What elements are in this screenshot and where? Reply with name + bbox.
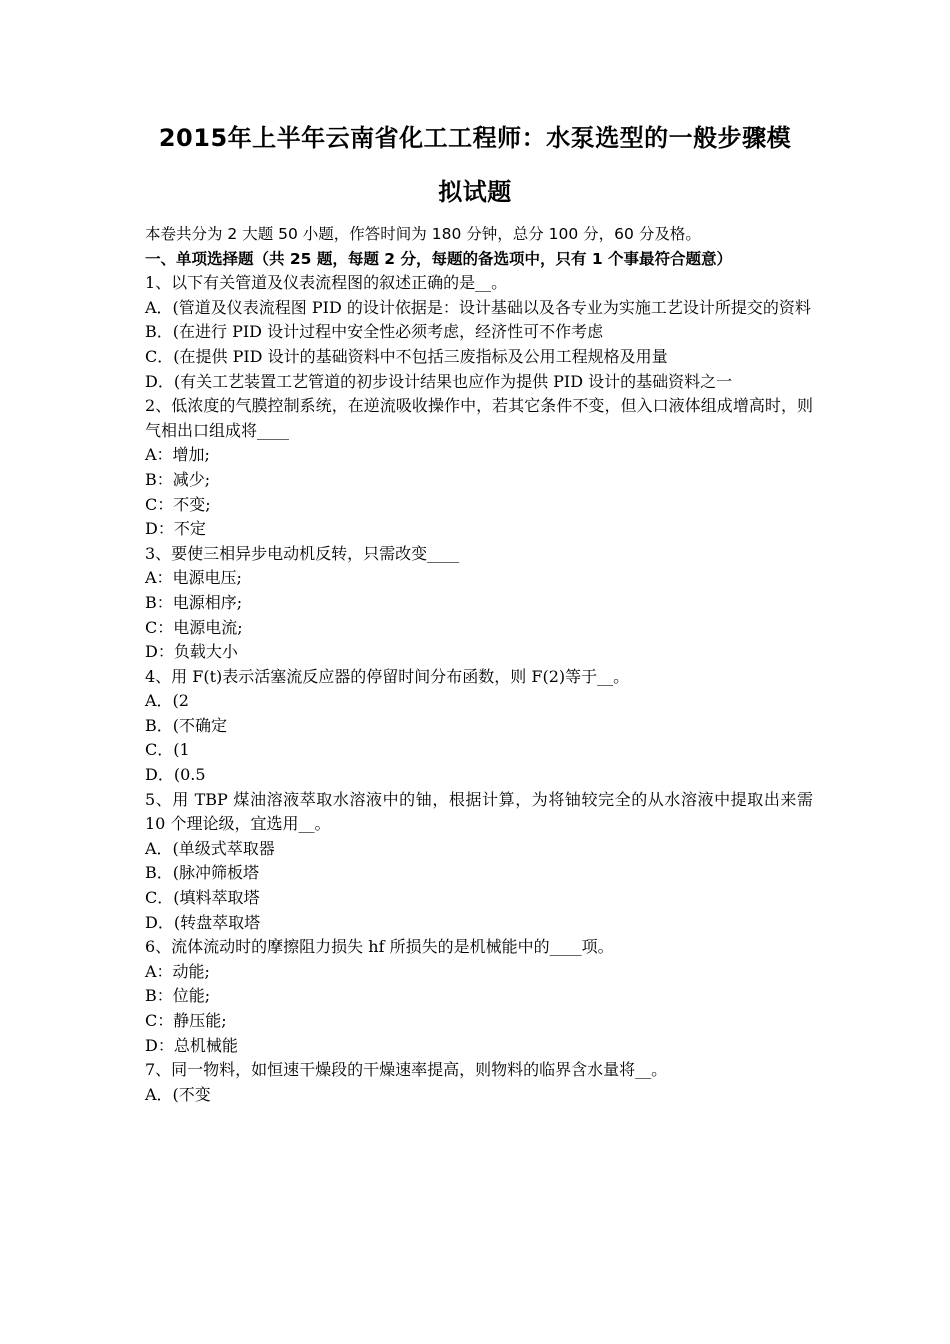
question-1: 1、以下有关管道及仪表流程图的叙述正确的是__。 [145,273,508,293]
question-7: 7、同一物料，如恒速干燥段的干燥速率提高，则物料的临界含水量将__。 [145,1060,668,1080]
option-6b: B：位能; [145,986,211,1006]
option-4d: D．(0.5 [145,765,206,785]
option-3b: B：电源相序; [145,592,243,612]
option-5c: C．(填料萃取塔 [145,888,260,908]
exam-intro: 本卷共分为 2 大题 50 小题，作答时间为 180 分钟，总分 100 分，60 分及格。 [145,225,701,243]
option-1c: C．(在提供 PID 设计的基础资料中不包括三废指标及公用工程规格及用量 [145,346,668,366]
question-3: 3、要使三相异步电动机反转，只需改变____ [145,543,460,563]
question-5: 5、用 TBP 煤油溶液萃取水溶液中的铀，根据计算，为将铀较完全的从水溶液中提取出来需 10 个理论级，宜选用__。 [145,789,813,834]
option-1d: D．(有关工艺装置工艺管道的初步设计结果也应作为提供 PID 设计的基础资料之一 [145,371,733,391]
option-1a: A．(管道及仪表流程图 PID 的设计依据是：设计基础以及各专业为实施工艺设计所提交的资料 [145,297,811,317]
question-6: 6、流体流动时的摩擦阻力损失 hf 所损失的是机械能中的____项。 [145,937,614,957]
option-2b: B：减少; [145,469,211,489]
question-4: 4、用 F(t)表示活塞流反应器的停留时间分布函数，则 F(2)等于__。 [145,666,630,686]
option-6a: A：动能; [145,961,210,981]
option-4c: C．(1 [145,740,190,760]
option-6d: D：总机械能 [145,1035,238,1055]
option-2c: C：不变; [145,494,211,514]
option-3a: A：电源电压; [145,568,242,588]
document-title-line-2: 拟试题 [438,178,512,206]
option-5a: A．(单级式萃取器 [145,838,275,858]
option-4a: A．(2 [145,691,189,711]
option-5d: D．(转盘萃取塔 [145,912,261,932]
option-7a: A．(不变 [145,1084,211,1104]
option-3c: C：电源电流; [145,617,243,637]
option-4b: B．(不确定 [145,715,228,735]
option-3d: D：负载大小 [145,642,238,662]
option-2a: A：增加; [145,445,210,465]
question-2: 2、低浓度的气膜控制系统，在逆流吸收操作中，若其它条件不变，但入口液体组成增高时，则气相出口组成将____ [145,396,813,440]
document-title-line-1: 2015年上半年云南省化工工程师：水泵选型的一般步骤模 [158,124,792,152]
option-1b: B．(在进行 PID 设计过程中安全性必须考虑，经济性可不作考虑 [145,322,604,342]
option-5b: B．(脉冲筛板塔 [145,863,260,883]
option-2d: D：不定 [145,519,206,539]
document-body [145,222,813,1107]
option-6c: C：静压能; [145,1011,227,1030]
section-heading: 一、单项选择题（共 25 题，每题 2 分，每题的备选项中，只有 1 个事最符合题意） [145,249,733,268]
